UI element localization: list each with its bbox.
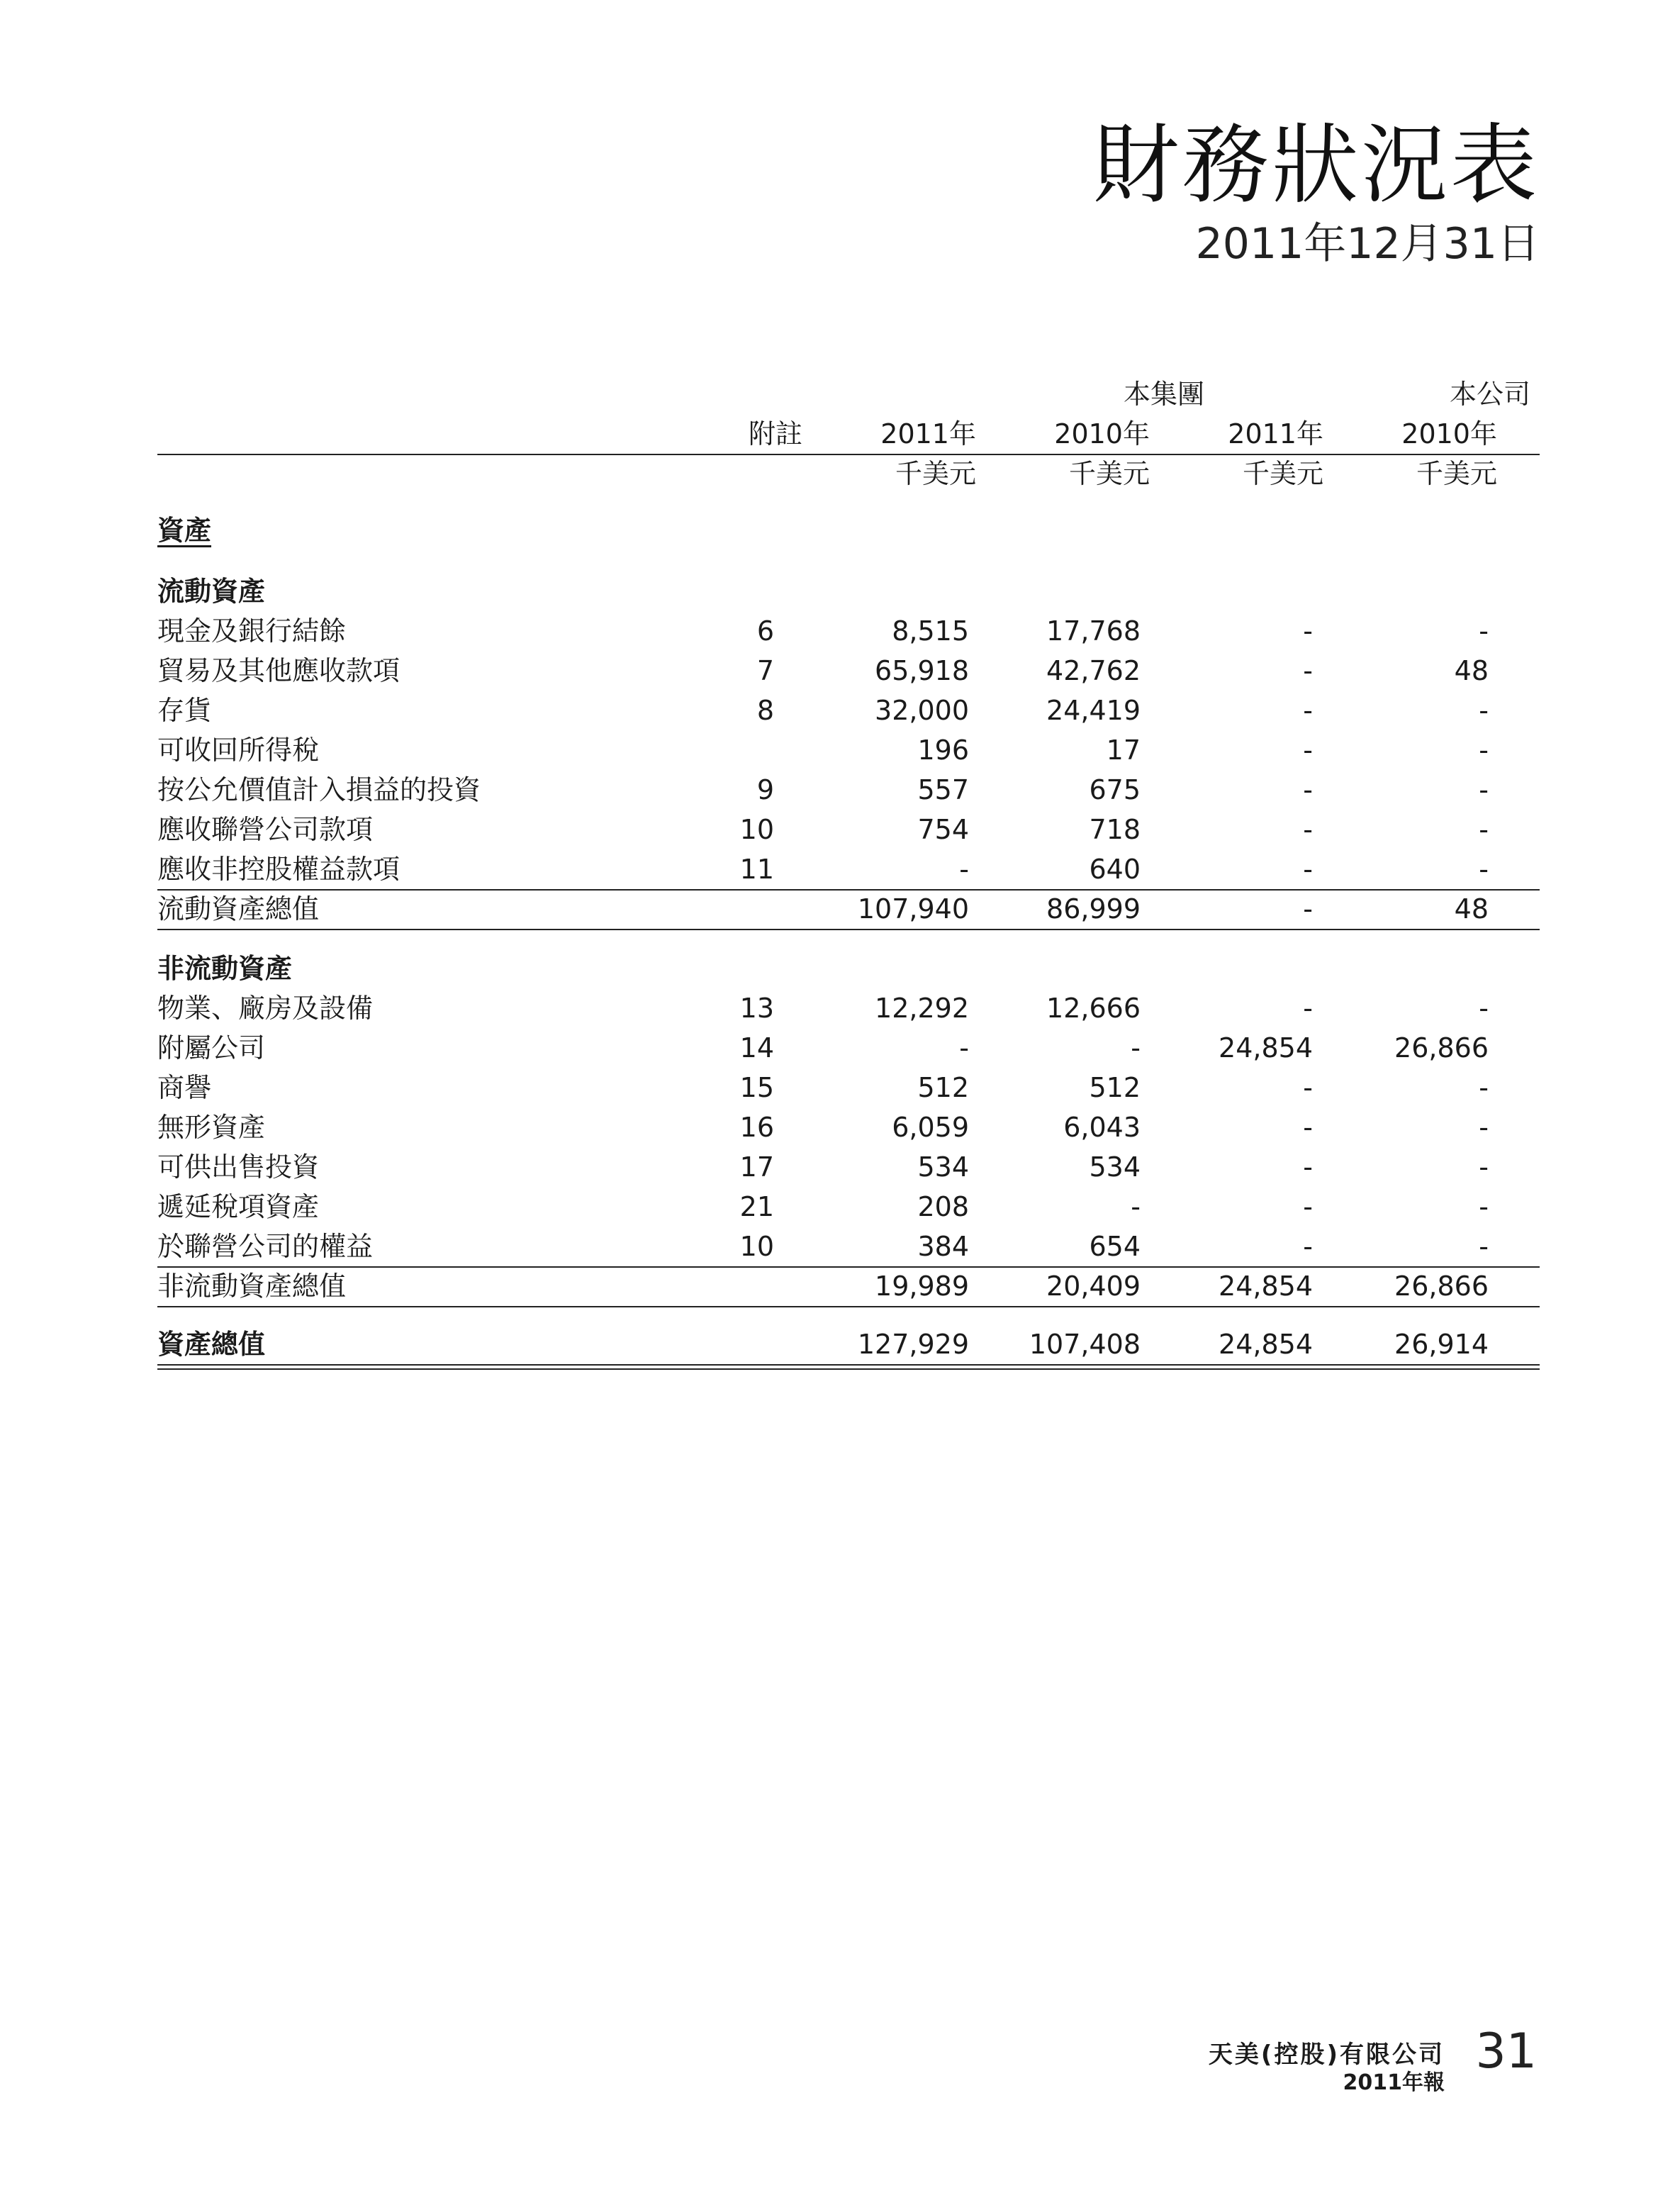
noncurrent-asset-row bbox=[157, 1107, 1540, 1147]
row-company-2010: - bbox=[1479, 774, 1489, 805]
row-company-2011: - bbox=[1303, 655, 1313, 686]
page-title: 財務狀況表 bbox=[1093, 115, 1540, 216]
current-total-bottom-rule bbox=[157, 929, 1540, 930]
row-group-2011: 32,000 bbox=[875, 695, 969, 726]
assets-heading: 資產 bbox=[157, 515, 212, 546]
row-group-2011: 6,059 bbox=[892, 1112, 969, 1143]
row-label: 於聯營公司的權益 bbox=[157, 1231, 374, 1262]
row-group-2011: 65,918 bbox=[875, 655, 969, 686]
noncurrent-asset-row bbox=[157, 1147, 1540, 1187]
grand-total-company-2010: 26,914 bbox=[1394, 1329, 1489, 1360]
row-company-2011: - bbox=[1303, 615, 1313, 647]
noncurrent-asset-row bbox=[157, 1068, 1540, 1107]
row-company-2010: 26,866 bbox=[1394, 1032, 1489, 1064]
noncurrent-total-company-2011: 24,854 bbox=[1219, 1271, 1313, 1302]
noncurrent-total-group-2011: 19,989 bbox=[875, 1271, 969, 1302]
noncurrent-asset-row bbox=[157, 1227, 1540, 1266]
current-asset-row bbox=[157, 691, 1540, 730]
row-group-2010: 718 bbox=[1089, 814, 1141, 845]
company-2011-header: 2011年 bbox=[1228, 418, 1323, 450]
grand-total-double-rule-2 bbox=[157, 1368, 1540, 1370]
row-label: 附屬公司 bbox=[157, 1032, 266, 1064]
row-company-2010: 48 bbox=[1454, 655, 1489, 686]
row-note: 13 bbox=[739, 993, 774, 1024]
row-label: 可收回所得稅 bbox=[157, 735, 320, 766]
row-group-2011: 12,292 bbox=[875, 993, 969, 1024]
row-note: 8 bbox=[756, 695, 774, 726]
group-2011-header: 2011年 bbox=[880, 418, 976, 450]
row-group-2010: - bbox=[1131, 1032, 1141, 1064]
row-label: 無形資產 bbox=[157, 1112, 266, 1143]
row-note: 21 bbox=[739, 1191, 774, 1222]
row-company-2011: - bbox=[1303, 1072, 1313, 1103]
row-company-2011: - bbox=[1303, 1112, 1313, 1143]
noncurrent-total-row bbox=[157, 1266, 1540, 1306]
current-total-company-2010: 48 bbox=[1454, 893, 1489, 925]
row-note: 17 bbox=[739, 1151, 774, 1183]
row-label: 應收聯營公司款項 bbox=[157, 814, 374, 845]
row-company-2010: - bbox=[1479, 1112, 1489, 1143]
noncurrent-heading-row bbox=[157, 949, 1540, 988]
row-label: 遞延稅項資產 bbox=[157, 1191, 320, 1222]
row-group-2010: 17 bbox=[1106, 735, 1141, 766]
grand-total-label: 資產總值 bbox=[157, 1329, 266, 1360]
row-group-2010: 42,762 bbox=[1046, 655, 1141, 686]
company-2010-header: 2010年 bbox=[1401, 418, 1497, 450]
row-group-2011: 384 bbox=[917, 1231, 969, 1262]
row-company-2010: - bbox=[1479, 814, 1489, 845]
group-heading: 本集團 bbox=[1123, 379, 1204, 410]
row-company-2011: - bbox=[1303, 814, 1313, 845]
row-label: 存貨 bbox=[157, 695, 212, 726]
row-company-2011: - bbox=[1303, 1151, 1313, 1183]
row-label: 按公允價值計入損益的投資 bbox=[157, 774, 481, 805]
current-total-group-2010: 86,999 bbox=[1046, 893, 1141, 925]
current-total-group-2011: 107,940 bbox=[857, 893, 969, 925]
group-2010-unit: 千美元 bbox=[1068, 458, 1150, 489]
noncurrent-asset-row bbox=[157, 988, 1540, 1028]
group-2011-unit: 千美元 bbox=[895, 458, 976, 489]
row-company-2010: - bbox=[1479, 854, 1489, 885]
row-company-2011: - bbox=[1303, 735, 1313, 766]
row-note: 15 bbox=[739, 1072, 774, 1103]
noncurrent-total-group-2010: 20,409 bbox=[1046, 1271, 1141, 1302]
noncurrent-total-company-2010: 26,866 bbox=[1394, 1271, 1489, 1302]
row-label: 可供出售投資 bbox=[157, 1151, 320, 1183]
current-heading-row bbox=[157, 571, 1540, 611]
row-note: 6 bbox=[756, 615, 774, 647]
row-label: 貿易及其他應收款項 bbox=[157, 655, 401, 686]
row-group-2011: 534 bbox=[917, 1151, 969, 1183]
noncurrent-asset-row bbox=[157, 1187, 1540, 1227]
row-note: 10 bbox=[739, 814, 774, 845]
row-group-2011: - bbox=[959, 1032, 969, 1064]
row-group-2011: 8,515 bbox=[892, 615, 969, 647]
row-group-2010: 512 bbox=[1089, 1072, 1141, 1103]
page-subtitle-date: 2011年12月31日 bbox=[1195, 219, 1540, 269]
row-company-2011: - bbox=[1303, 854, 1313, 885]
grand-total-group-2011: 127,929 bbox=[857, 1329, 969, 1360]
current-asset-row bbox=[157, 611, 1540, 651]
page-number: 31 bbox=[1475, 2024, 1537, 2080]
note-column-header: 附註 bbox=[748, 418, 802, 450]
row-company-2010: - bbox=[1479, 1191, 1489, 1222]
row-group-2011: 754 bbox=[917, 814, 969, 845]
row-group-2010: 6,043 bbox=[1063, 1112, 1141, 1143]
row-group-2011: 512 bbox=[917, 1072, 969, 1103]
row-group-2011: 208 bbox=[917, 1191, 969, 1222]
row-company-2010: - bbox=[1479, 1072, 1489, 1103]
current-asset-row bbox=[157, 849, 1540, 889]
row-company-2011: - bbox=[1303, 993, 1313, 1024]
current-asset-row bbox=[157, 770, 1540, 810]
row-label: 應收非控股權益款項 bbox=[157, 854, 401, 885]
noncurrent-total-label: 非流動資產總值 bbox=[157, 1271, 347, 1302]
grand-total-group-2010: 107,408 bbox=[1029, 1329, 1141, 1360]
row-company-2010: - bbox=[1479, 1231, 1489, 1262]
current-total-row bbox=[157, 889, 1540, 929]
row-company-2011: 24,854 bbox=[1219, 1032, 1313, 1064]
current-total-company-2011: - bbox=[1303, 893, 1313, 925]
row-group-2010: 534 bbox=[1089, 1151, 1141, 1183]
row-label: 現金及銀行結餘 bbox=[157, 615, 347, 647]
row-group-2011: 557 bbox=[917, 774, 969, 805]
row-group-2010: 640 bbox=[1089, 854, 1141, 885]
row-note: 7 bbox=[756, 655, 774, 686]
current-asset-row bbox=[157, 651, 1540, 691]
row-label: 商譽 bbox=[157, 1072, 212, 1103]
row-label: 物業、廠房及設備 bbox=[157, 993, 374, 1024]
row-company-2010: - bbox=[1479, 615, 1489, 647]
current-asset-row bbox=[157, 810, 1540, 849]
footer-report-year: 2011年報 bbox=[1343, 2070, 1445, 2095]
grand-total-row bbox=[157, 1324, 1540, 1364]
row-group-2011: 196 bbox=[917, 735, 969, 766]
assets-heading-row bbox=[157, 510, 1540, 550]
row-note: 16 bbox=[739, 1112, 774, 1143]
row-note: 10 bbox=[739, 1231, 774, 1262]
row-company-2011: - bbox=[1303, 1231, 1313, 1262]
row-group-2010: 17,768 bbox=[1046, 615, 1141, 647]
current-total-label: 流動資產總值 bbox=[157, 893, 320, 925]
financial-position-table bbox=[157, 374, 1540, 1364]
current-assets-heading: 流動資產 bbox=[157, 576, 266, 607]
group-2010-header: 2010年 bbox=[1054, 418, 1150, 450]
grand-total-double-rule-1 bbox=[157, 1364, 1540, 1366]
row-group-2010: - bbox=[1131, 1191, 1141, 1222]
company-2010-unit: 千美元 bbox=[1416, 458, 1497, 489]
row-group-2010: 654 bbox=[1089, 1231, 1141, 1262]
row-company-2011: - bbox=[1303, 1191, 1313, 1222]
row-group-2011: - bbox=[959, 854, 969, 885]
row-note: 14 bbox=[739, 1032, 774, 1064]
company-2011-unit: 千美元 bbox=[1242, 458, 1323, 489]
noncurrent-asset-row bbox=[157, 1028, 1540, 1068]
row-note: 9 bbox=[756, 774, 774, 805]
row-company-2011: - bbox=[1303, 774, 1313, 805]
row-company-2010: - bbox=[1479, 993, 1489, 1024]
grand-total-company-2011: 24,854 bbox=[1219, 1329, 1313, 1360]
row-group-2010: 675 bbox=[1089, 774, 1141, 805]
row-group-2010: 24,419 bbox=[1046, 695, 1141, 726]
current-asset-row bbox=[157, 730, 1540, 770]
unit-header-row bbox=[157, 454, 1540, 493]
row-company-2010: - bbox=[1479, 735, 1489, 766]
year-header-row bbox=[157, 414, 1540, 454]
row-company-2011: - bbox=[1303, 695, 1313, 726]
row-company-2010: - bbox=[1479, 1151, 1489, 1183]
noncurrent-assets-heading: 非流動資產 bbox=[157, 953, 293, 984]
company-heading: 本公司 bbox=[1449, 379, 1530, 410]
group-header-row bbox=[157, 374, 1540, 414]
noncurrent-total-bottom-rule bbox=[157, 1306, 1540, 1307]
footer-company-name: 天美(控股)有限公司 bbox=[1208, 2041, 1445, 2069]
row-group-2010: 12,666 bbox=[1046, 993, 1141, 1024]
row-note: 11 bbox=[739, 854, 774, 885]
row-company-2010: - bbox=[1479, 695, 1489, 726]
